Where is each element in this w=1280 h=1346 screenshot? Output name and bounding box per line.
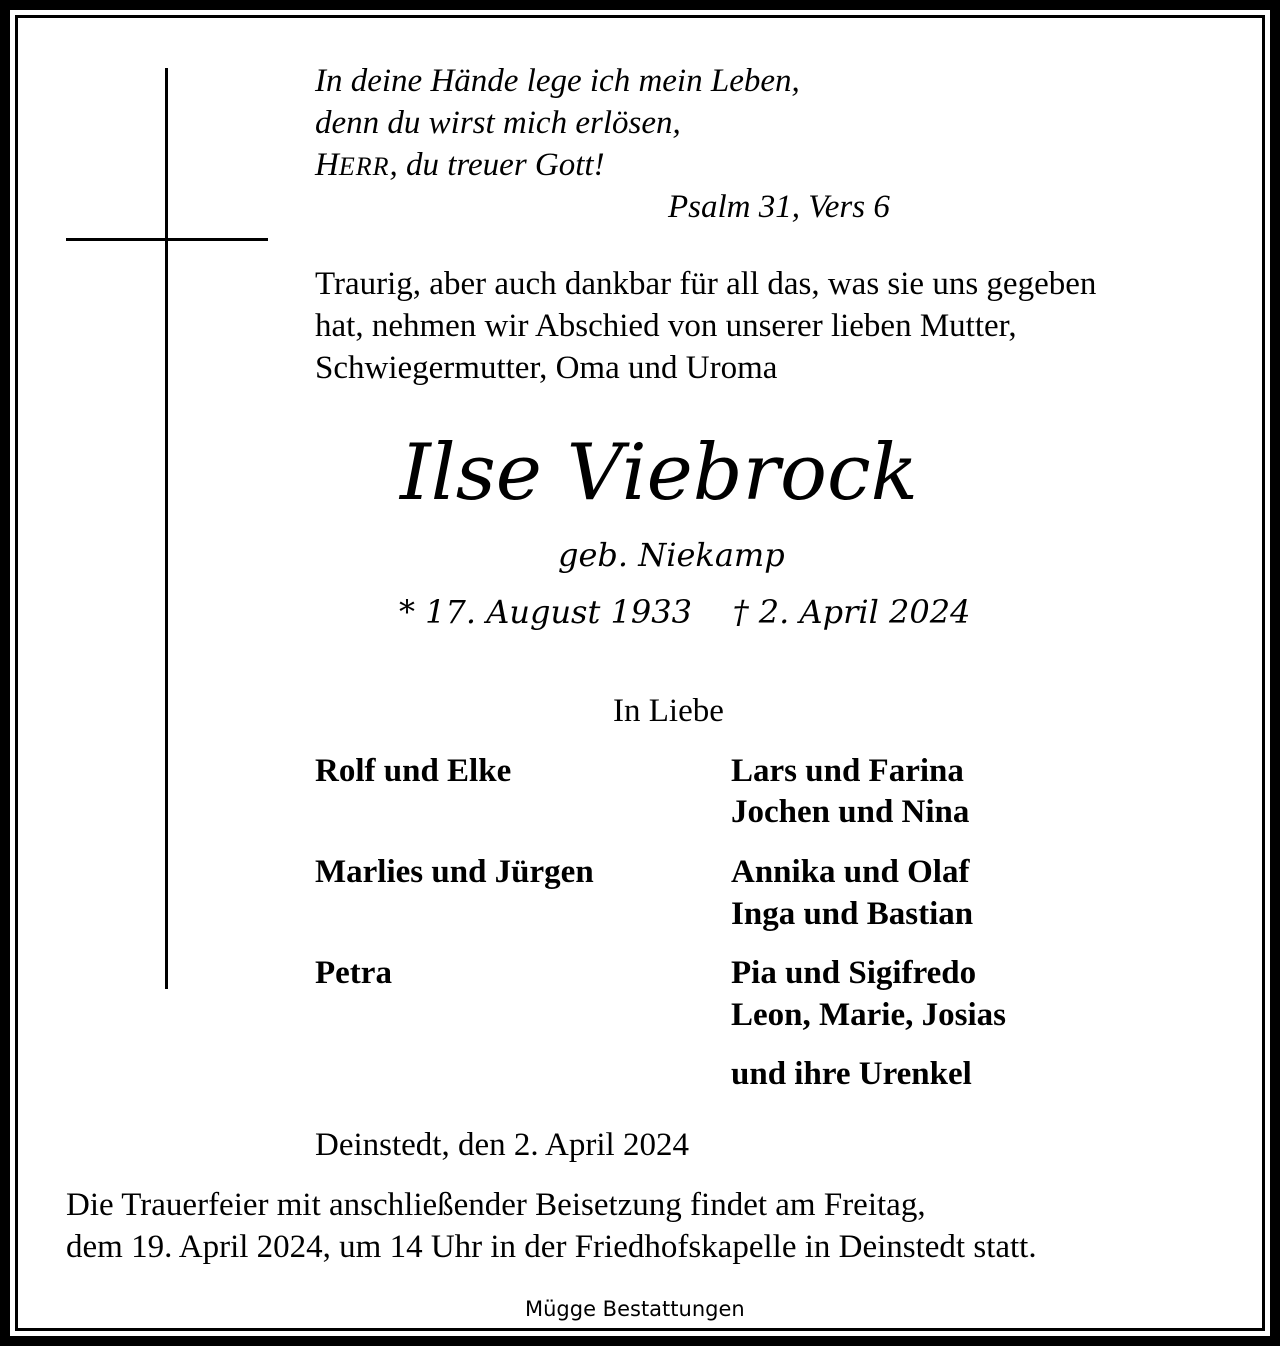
child-name: Petra	[315, 955, 392, 991]
funeral-line-2: dem 19. April 2024, um 14 Uhr in der Friedhofskapelle in Deinstedt statt.	[66, 1229, 1037, 1265]
grandchild-name: Jochen und Nina	[731, 794, 970, 830]
maiden-name: geb. Niekamp	[558, 536, 785, 574]
grandchild-name: Annika und Olaf	[731, 854, 970, 890]
life-dates: * 17. August 1933 † 2. April 2024	[399, 593, 971, 631]
place-date: Deinstedt, den 2. April 2024	[315, 1127, 689, 1163]
grandchild-name: Lars und Farina	[731, 753, 964, 789]
verse-herr-initial: H	[315, 147, 339, 183]
mourners-heading: In Liebe	[613, 693, 724, 729]
grandchild-name: Inga und Bastian	[731, 896, 974, 932]
intro-line-3: Schwiegermutter, Oma und Uroma	[315, 350, 778, 386]
deceased-name: Ilse Viebrock	[400, 428, 918, 518]
verse-herr-smallcaps: ERR	[338, 152, 390, 181]
funeral-home-name: Mügge Bestattungen	[525, 1297, 745, 1321]
grandchild-name: Leon, Marie, Josias	[731, 997, 1006, 1033]
child-name: Rolf und Elke	[315, 753, 512, 789]
obituary-sheet	[10, 10, 1270, 1336]
verse-line-3-rest: , du treuer Gott!	[389, 147, 605, 183]
verse-line-2: denn du wirst mich erlösen,	[315, 105, 681, 141]
verse-line-1: In deine Hände lege ich mein Leben,	[315, 63, 800, 99]
verse-line-3	[315, 144, 605, 188]
intro-line-2: hat, nehmen wir Abschied von unserer lieben Mutter,	[315, 308, 1017, 344]
intro-line-1: Traurig, aber auch dankbar für all das, was sie uns gegeben	[315, 266, 1097, 302]
cross-horizontal-bar	[66, 238, 268, 241]
child-name: Marlies und Jürgen	[315, 854, 594, 890]
verse-reference: Psalm 31, Vers 6	[668, 189, 890, 225]
grandchild-name: Pia und Sigifredo	[731, 955, 977, 991]
cross-vertical-bar	[165, 68, 168, 989]
funeral-line-1: Die Trauerfeier mit anschließender Beisetzung findet am Freitag,	[66, 1187, 926, 1223]
great-grandchildren: und ihre Urenkel	[731, 1056, 972, 1092]
